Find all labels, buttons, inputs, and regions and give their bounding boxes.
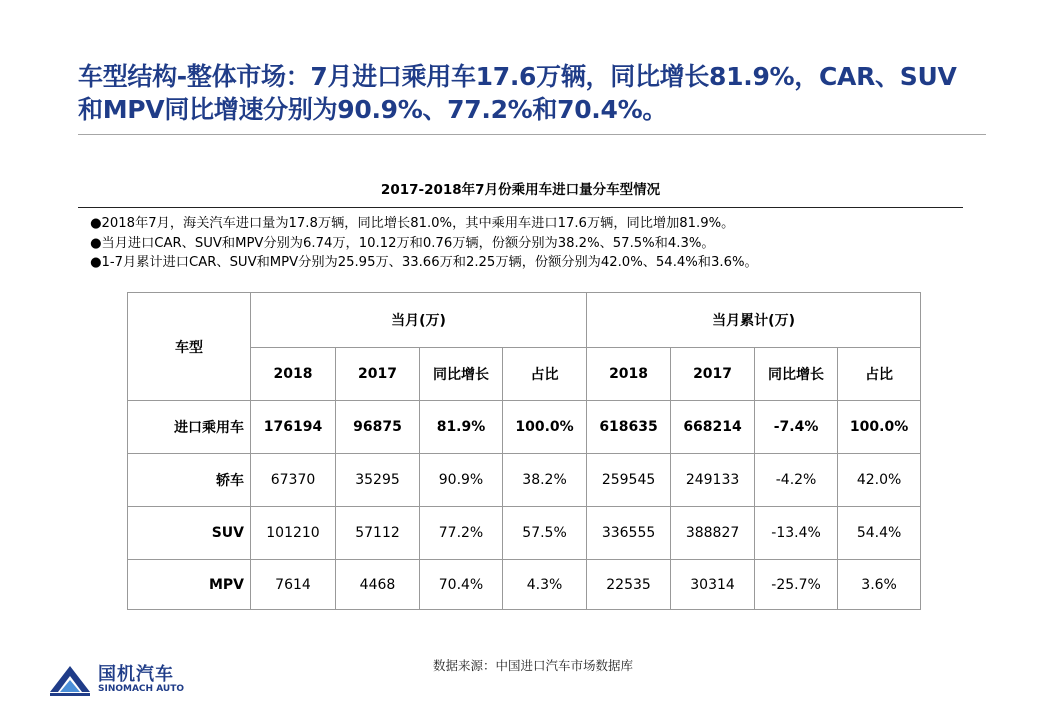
table-cell: 100.0%: [838, 401, 921, 454]
title-line-2: 和MPV同比增速分别为90.9%、77.2%和70.4%。: [78, 95, 668, 124]
table-cell: 618635: [587, 401, 671, 454]
title-divider: [78, 134, 986, 135]
caption-divider: [78, 207, 963, 208]
logo-name-cn: 国机汽车: [98, 664, 174, 685]
table-row: [128, 560, 921, 610]
row-header: 轿车: [128, 454, 251, 507]
bullet-item: ●当月进口CAR、SUV和MPV分别为6.74万，10.12万和0.76万辆，份额分别为38.2%、57.5%和4.3%。: [90, 235, 715, 251]
table-cell: 70.4%: [420, 560, 503, 610]
table-cell: 4468: [336, 560, 420, 610]
bullet-item: ●2018年7月，海关汽车进口量为17.8万辆，同比增长81.0%，其中乘用车进口17.6万辆，同比增加81.9%。: [90, 216, 735, 231]
logo-name-en: SINOMACH AUTO: [98, 684, 184, 694]
table-cell: 388827: [671, 507, 755, 560]
table-row: [128, 401, 921, 454]
table-cell: -13.4%: [755, 507, 838, 560]
row-header: 进口乘用车: [128, 401, 251, 454]
table-cell: 54.4%: [838, 507, 921, 560]
table-row: [128, 454, 921, 507]
slide-title: [78, 60, 1008, 126]
import-volume-table: [127, 292, 921, 610]
table-cell: 81.9%: [420, 401, 503, 454]
table-cell: 100.0%: [503, 401, 587, 454]
column-header: 占比: [503, 348, 587, 401]
table-cell: 101210: [251, 507, 336, 560]
table-cell: 668214: [671, 401, 755, 454]
column-header: 2018: [251, 348, 336, 401]
table-cell: 7614: [251, 560, 336, 610]
data-source-note: 数据来源：中国进口汽车市场数据库: [433, 658, 634, 673]
column-header: 2017: [671, 348, 755, 401]
table-cell: 4.3%: [503, 560, 587, 610]
corner-header: 车型: [128, 293, 251, 401]
table-cell: -25.7%: [755, 560, 838, 610]
row-header: MPV: [128, 560, 251, 610]
table-cell: 259545: [587, 454, 671, 507]
column-header: 2017: [336, 348, 420, 401]
table-cell: 57.5%: [503, 507, 587, 560]
table-cell: 22535: [587, 560, 671, 610]
table-cell: 90.9%: [420, 454, 503, 507]
table-cell: 42.0%: [838, 454, 921, 507]
table-cell: 96875: [336, 401, 420, 454]
table-cell: 57112: [336, 507, 420, 560]
table-caption: 2017-2018年7月份乘用车进口量分车型情况: [380, 182, 661, 198]
table-row: [128, 507, 921, 560]
sinomach-logo-icon: [50, 662, 90, 696]
group-header-cumulative: 当月累计(万): [587, 293, 921, 348]
title-line-1: 车型结构-整体市场：7月进口乘用车17.6万辆，同比增长81.9%，CAR、SUV: [78, 62, 957, 91]
table-cell: 249133: [671, 454, 755, 507]
summary-bullets: [90, 214, 758, 273]
table-cell: 35295: [336, 454, 420, 507]
table-cell: 30314: [671, 560, 755, 610]
table-cell: 38.2%: [503, 454, 587, 507]
table-cell: 67370: [251, 454, 336, 507]
group-header-monthly: 当月(万): [251, 293, 587, 348]
column-header: 同比增长: [755, 348, 838, 401]
table-cell: -4.2%: [755, 454, 838, 507]
row-header: SUV: [128, 507, 251, 560]
column-header: 同比增长: [420, 348, 503, 401]
table-cell: 336555: [587, 507, 671, 560]
table-cell: 176194: [251, 401, 336, 454]
column-header: 2018: [587, 348, 671, 401]
table-cell: -7.4%: [755, 401, 838, 454]
table-cell: 77.2%: [420, 507, 503, 560]
company-logo: [50, 660, 190, 700]
column-header: 占比: [838, 348, 921, 401]
table-cell: 3.6%: [838, 560, 921, 610]
bullet-item: ●1-7月累计进口CAR、SUV和MPV分别为25.95万、33.66万和2.25万辆，份额分别为42.0%、54.4%和3.6%。: [90, 255, 758, 270]
